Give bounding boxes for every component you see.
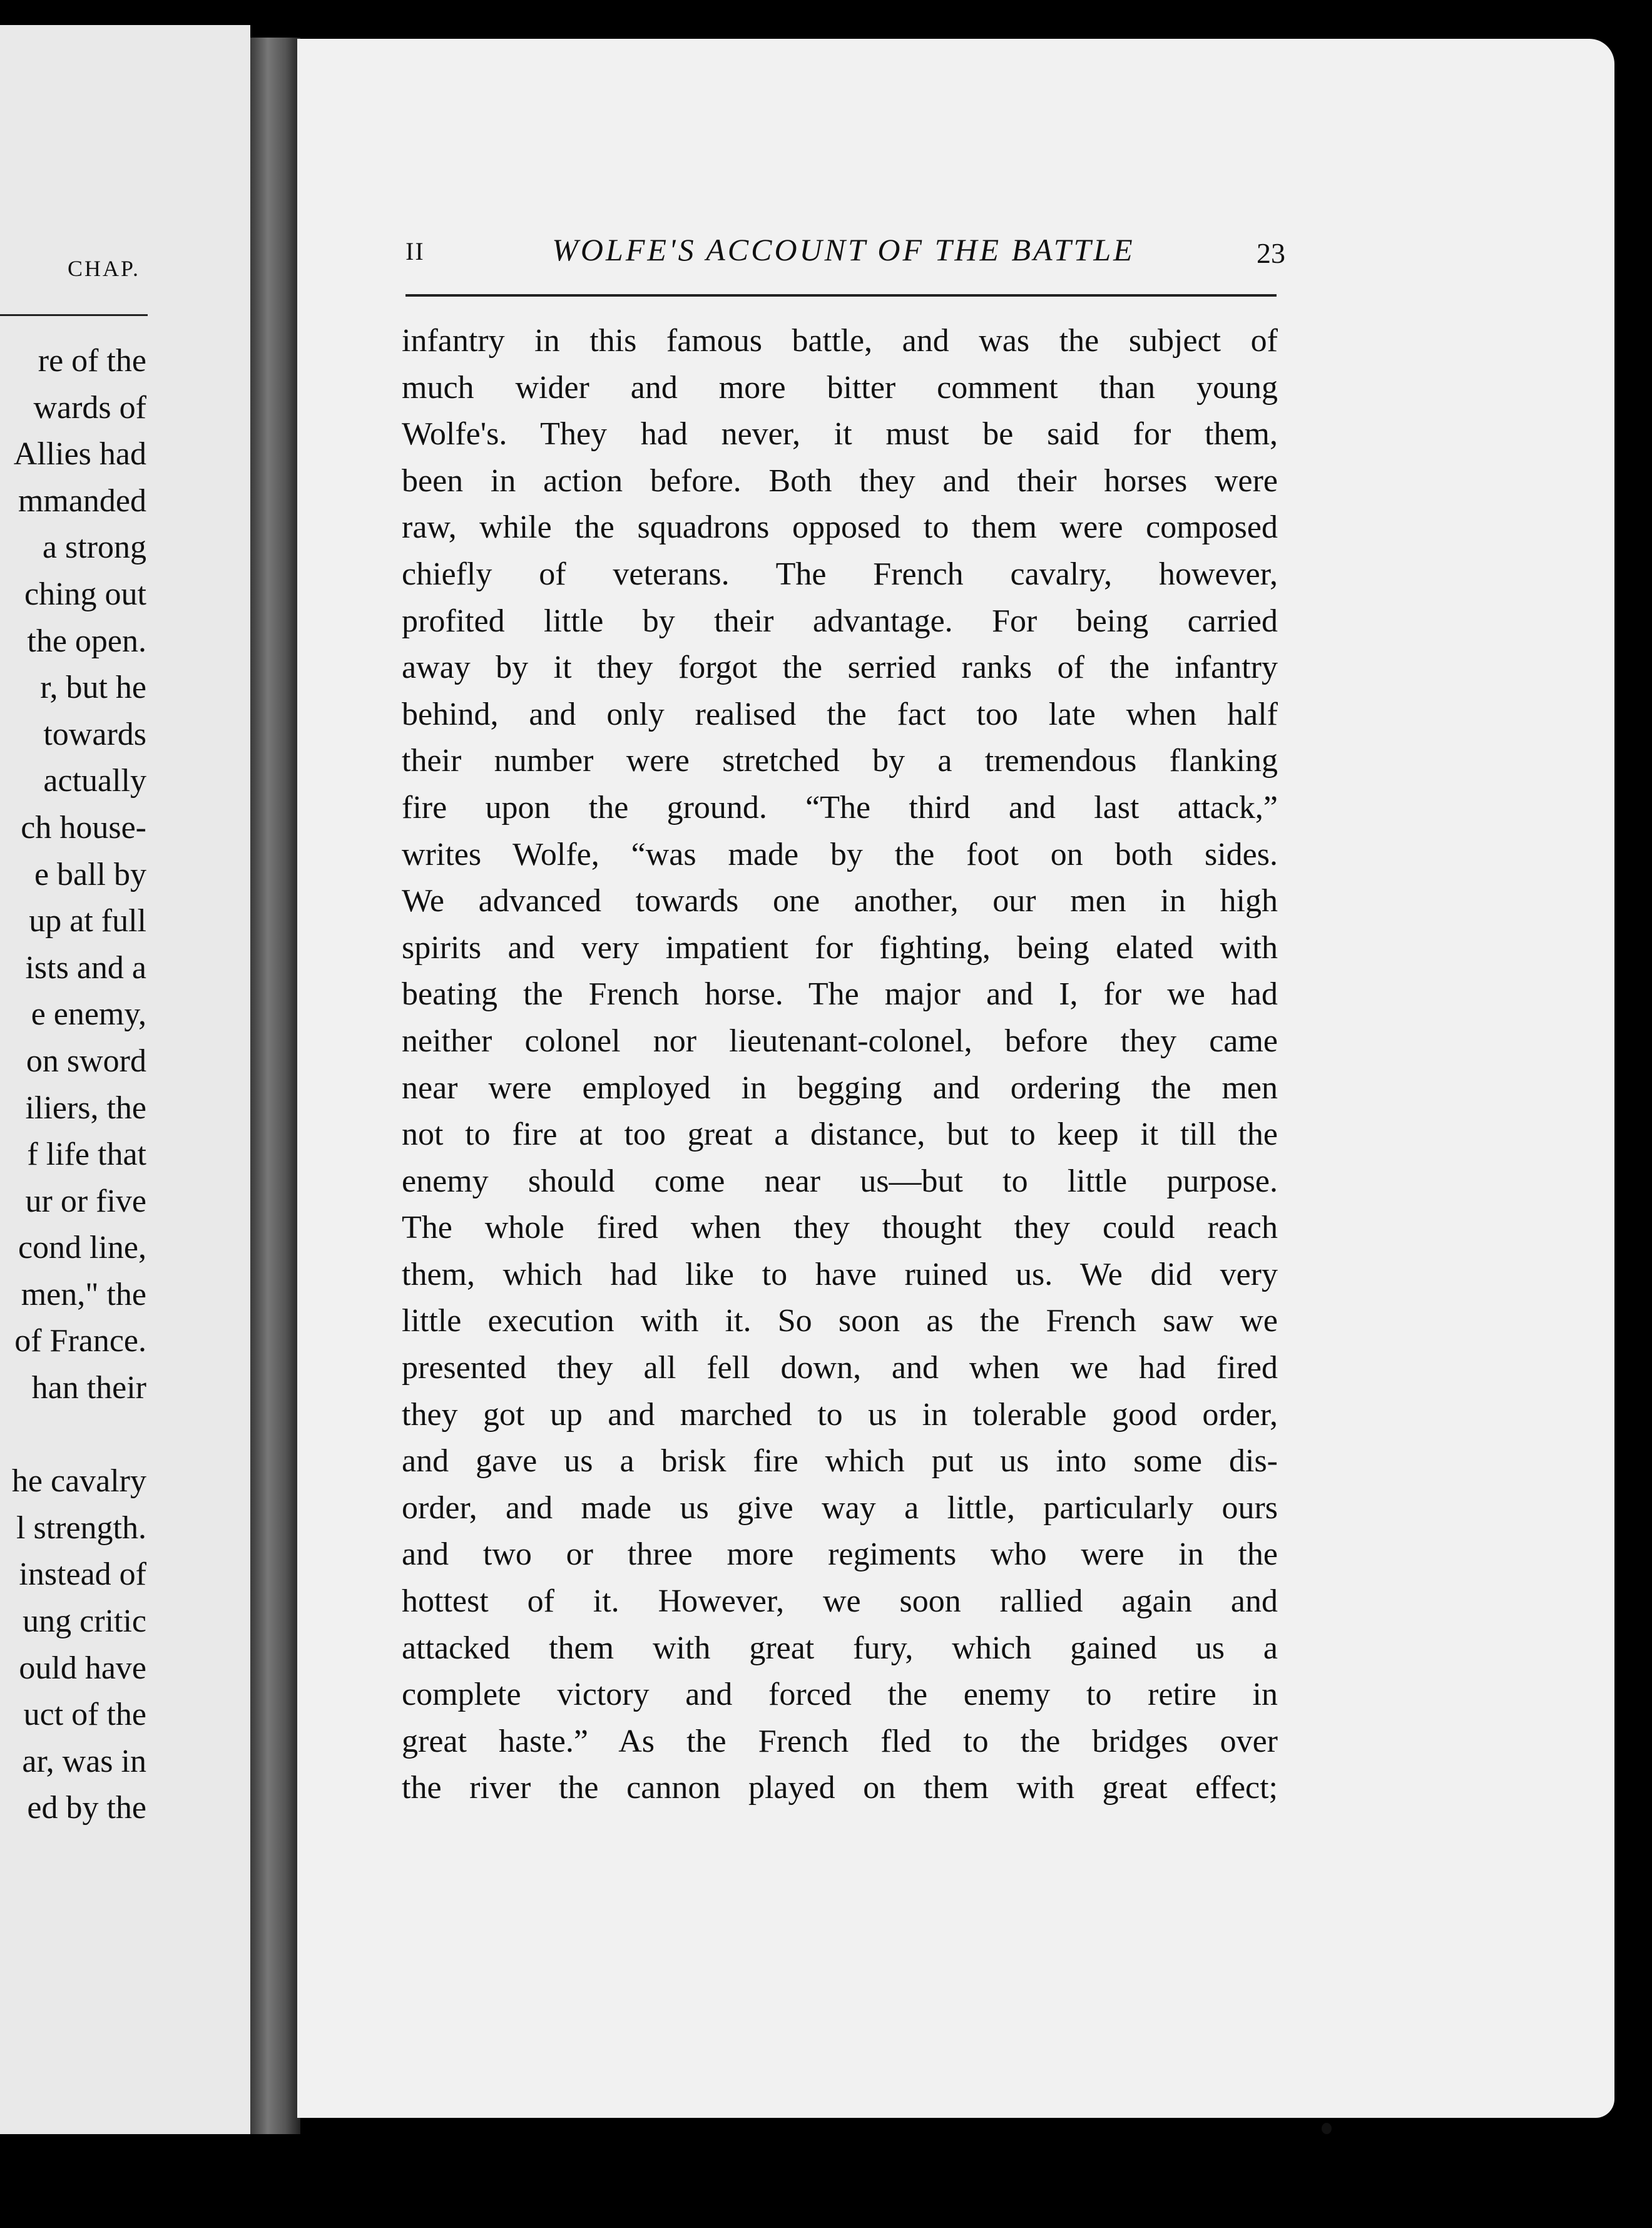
text-line: order, and made us give way a little, particularly ours <box>402 1490 1278 1526</box>
text-line: ed by the <box>27 1790 146 1826</box>
text-line: and gave us a brisk fire which put us into some dis- <box>402 1443 1278 1479</box>
text-line: e ball by <box>34 856 146 892</box>
text-line: han their <box>31 1370 146 1406</box>
text-line: uct of the <box>23 1697 146 1733</box>
text-line: up at full <box>29 903 146 939</box>
text-line: ould have <box>19 1650 146 1686</box>
text-line: f life that <box>27 1137 146 1173</box>
text-line: re of the <box>38 343 146 379</box>
body-text <box>402 318 1278 1812</box>
text-line: chiefly of veterans. The French cavalry, however, <box>402 556 1278 592</box>
text-line: near were employed in begging and ordering the men <box>402 1070 1278 1106</box>
left-facing-page <box>0 25 250 2134</box>
text-line: been in action before. Both they and their horses were <box>402 462 1278 499</box>
ink-speck <box>1322 2123 1332 2134</box>
text-line: ch house- <box>21 809 146 846</box>
text-line: towards <box>43 716 146 752</box>
text-line: their number were stretched by a tremendous flanking <box>402 743 1278 779</box>
text-line: attacked them with great fury, which gained us a <box>402 1630 1278 1666</box>
text-line: ists and a <box>25 949 146 986</box>
text-line: The whole fired when they thought they could reach <box>402 1210 1278 1246</box>
book-binding-gutter <box>250 38 300 2134</box>
text-line: they got up and marched to us in tolerable good order, <box>402 1396 1278 1433</box>
text-line: the river the cannon played on them with great effect; <box>402 1770 1278 1806</box>
chapter-number: II <box>405 237 425 265</box>
text-line: iliers, the <box>25 1090 146 1126</box>
running-title: WOLFE'S ACCOUNT OF THE BATTLE <box>552 232 1135 267</box>
text-line: e enemy, <box>31 996 146 1033</box>
text-line: fire upon the ground. “The third and last attack,” <box>402 789 1278 825</box>
text-line: men," the <box>21 1276 146 1312</box>
running-header <box>405 232 1285 275</box>
text-line: profited little by their advantage. For being carried <box>402 603 1278 639</box>
text-line: actually <box>43 763 146 799</box>
text-line: little execution with it. So soon as the French saw we <box>402 1303 1278 1339</box>
text-line: he cavalry <box>11 1463 146 1500</box>
text-line: much wider and more bitter comment than young <box>402 369 1278 406</box>
page-number: 23 <box>1257 237 1285 269</box>
text-line: ung critic <box>23 1603 146 1640</box>
text-line: raw, while the squadrons opposed to them were composed <box>402 509 1278 546</box>
text-line: instead of <box>19 1556 146 1593</box>
text-line: away by it they forgot the serried ranks of the infantry <box>402 650 1278 686</box>
text-line: presented they all fell down, and when we had fired <box>402 1350 1278 1386</box>
text-line: mmanded <box>18 483 146 519</box>
text-line: enemy should come near us—but to little purpose. <box>402 1163 1278 1199</box>
text-line: hottest of it. However, we soon rallied again and <box>402 1583 1278 1620</box>
text-line: on sword <box>26 1043 146 1079</box>
text-line: We advanced towards one another, our men in high <box>402 883 1278 919</box>
text-line: them, which had like to have ruined us. We did very <box>402 1256 1278 1292</box>
text-line: the open. <box>27 623 146 659</box>
text-line: r, but he <box>40 670 146 706</box>
text-line: ur or five <box>25 1183 146 1219</box>
text-line: infantry in this famous battle, and was the subject of <box>402 323 1278 359</box>
text-line: cond line, <box>18 1230 146 1266</box>
left-header-rule <box>0 314 148 316</box>
header-rule <box>405 294 1277 297</box>
text-line: behind, and only realised the fact too late when half <box>402 696 1278 732</box>
text-line: Wolfe's. They had never, it must be said for them, <box>402 416 1278 452</box>
text-line: Allies had <box>13 436 146 473</box>
text-line: wards of <box>33 389 146 426</box>
text-line: l strength. <box>16 1510 146 1546</box>
text-line: beating the French horse. The major and I, for we had <box>402 976 1278 1013</box>
text-line: spirits and very impatient for fighting, being elated with <box>402 929 1278 966</box>
text-line: great haste.” As the French fled to the bridges over <box>402 1723 1278 1759</box>
text-line: and two or three more regiments who were in the <box>402 1536 1278 1573</box>
text-line: neither colonel nor lieutenant-colonel, before they came <box>402 1023 1278 1059</box>
text-line: a strong <box>42 529 146 566</box>
text-line: not to fire at too great a distance, but to keep it till the <box>402 1117 1278 1153</box>
text-line: complete victory and forced the enemy to retire in <box>402 1677 1278 1713</box>
text-line: of France. <box>14 1323 146 1359</box>
left-page-header: CHAP. <box>68 256 141 281</box>
text-line: ar, was in <box>22 1743 146 1779</box>
left-page-text <box>0 338 146 1832</box>
text-line: ching out <box>24 576 146 612</box>
text-line: writes Wolfe, “was made by the foot on both sides. <box>402 836 1278 872</box>
